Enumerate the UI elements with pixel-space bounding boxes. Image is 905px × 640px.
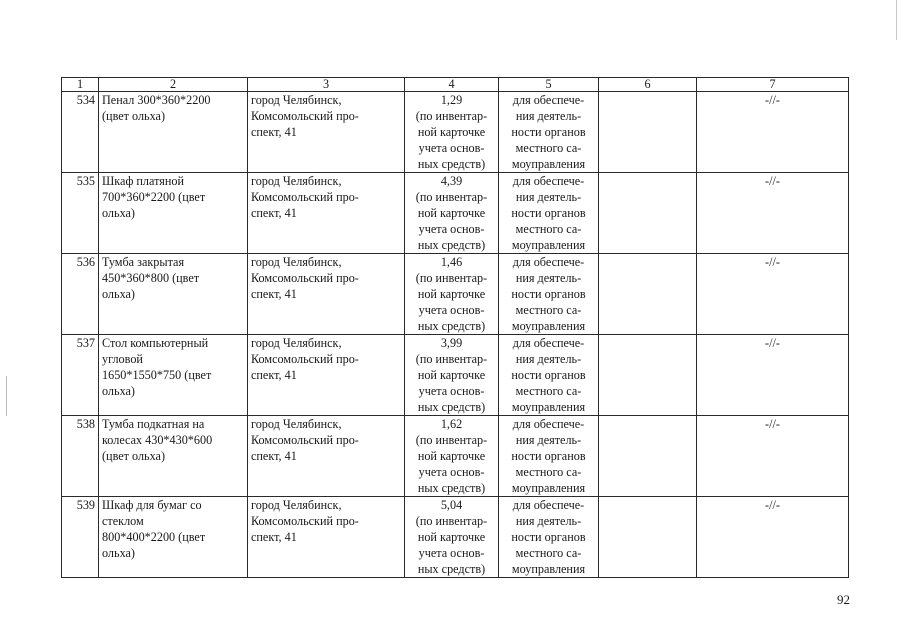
- item-name-text: Шкаф платяной 700*360*2200 (цвет ольха): [102, 174, 206, 220]
- item-col6: [599, 416, 697, 497]
- item-ditto: -//-: [697, 416, 849, 497]
- item-col6: [599, 254, 697, 335]
- scan-edge-mark: [896, 0, 897, 40]
- item-purpose: для обеспече- ния деятель- ности органов местного са- моуправления: [499, 416, 599, 497]
- item-ditto: -//-: [697, 254, 849, 335]
- item-name: [99, 173, 248, 254]
- item-address: [248, 92, 405, 173]
- item-address-text: город Челябинск, Комсомольский про- спект, 41: [251, 498, 359, 544]
- column-header-4: 4: [405, 78, 499, 92]
- item-value: 3,99 (по инвентар- ной карточке учета основ- ных средств): [405, 335, 499, 416]
- item-address-text: город Челябинск, Комсомольский про- спект, 41: [251, 417, 359, 463]
- item-address: [248, 497, 405, 578]
- item-name-text: Шкаф для бумаг со стеклом 800*400*2200 (цвет ольха): [102, 498, 206, 560]
- row-number: 538: [62, 416, 99, 497]
- row-number: 539: [62, 497, 99, 578]
- column-header-5: 5: [499, 78, 599, 92]
- item-name: [99, 416, 248, 497]
- column-header-7: 7: [697, 78, 849, 92]
- item-name-text: Тумба подкатная на колесах 430*430*600 (цвет ольха): [102, 417, 213, 463]
- item-address-text: город Челябинск, Комсомольский про- спект, 41: [251, 93, 359, 139]
- item-value: 1,46 (по инвентар- ной карточке учета основ- ных средств): [405, 254, 499, 335]
- column-header-3: 3: [248, 78, 405, 92]
- item-col6: [599, 173, 697, 254]
- item-value: 5,04 (по инвентар- ной карточке учета основ- ных средств): [405, 497, 499, 578]
- row-number: 535: [62, 173, 99, 254]
- item-address-text: город Челябинск, Комсомольский про- спект, 41: [251, 255, 359, 301]
- table-row: [62, 416, 849, 497]
- item-address: [248, 416, 405, 497]
- item-col6: [599, 335, 697, 416]
- item-purpose: для обеспече- ния деятель- ности органов местного са- моуправления: [499, 92, 599, 173]
- column-header-2: 2: [99, 78, 248, 92]
- table-row: [62, 173, 849, 254]
- table-row: [62, 497, 849, 578]
- item-address: [248, 254, 405, 335]
- item-ditto: -//-: [697, 497, 849, 578]
- item-col6: [599, 497, 697, 578]
- item-name-text: Тумба закрытая 450*360*800 (цвет ольха): [102, 255, 200, 301]
- item-purpose: для обеспече- ния деятель- ности органов местного са- моуправления: [499, 173, 599, 254]
- item-address: [248, 335, 405, 416]
- scan-margin-mark: [6, 376, 7, 416]
- item-name: [99, 497, 248, 578]
- item-value: 4,39 (по инвентар- ной карточке учета основ- ных средств): [405, 173, 499, 254]
- table-row: [62, 254, 849, 335]
- item-col6: [599, 92, 697, 173]
- column-number-row: [62, 78, 849, 92]
- item-ditto: -//-: [697, 173, 849, 254]
- table-row: [62, 92, 849, 173]
- item-name: [99, 254, 248, 335]
- item-address-text: город Челябинск, Комсомольский про- спект, 41: [251, 336, 359, 382]
- item-purpose: для обеспече- ния деятель- ности органов местного са- моуправления: [499, 497, 599, 578]
- item-purpose: для обеспече- ния деятель- ности органов местного са- моуправления: [499, 335, 599, 416]
- item-address: [248, 173, 405, 254]
- property-register-table: [61, 77, 849, 578]
- item-name-text: Стол компьютерный угловой 1650*1550*750 (цвет ольха): [102, 336, 212, 398]
- item-name: [99, 92, 248, 173]
- table-row: [62, 335, 849, 416]
- column-header-6: 6: [599, 78, 697, 92]
- item-address-text: город Челябинск, Комсомольский про- спект, 41: [251, 174, 359, 220]
- item-ditto: -//-: [697, 92, 849, 173]
- item-ditto: -//-: [697, 335, 849, 416]
- row-number: 537: [62, 335, 99, 416]
- row-number: 534: [62, 92, 99, 173]
- item-name-text: Пенал 300*360*2200 (цвет ольха): [102, 93, 211, 123]
- row-number: 536: [62, 254, 99, 335]
- item-value: 1,29 (по инвентар- ной карточке учета основ- ных средств): [405, 92, 499, 173]
- item-purpose: для обеспече- ния деятель- ности органов местного са- моуправления: [499, 254, 599, 335]
- item-value: 1,62 (по инвентар- ной карточке учета основ- ных средств): [405, 416, 499, 497]
- item-name: [99, 335, 248, 416]
- page-number: 92: [837, 592, 850, 607]
- column-header-1: 1: [62, 78, 99, 92]
